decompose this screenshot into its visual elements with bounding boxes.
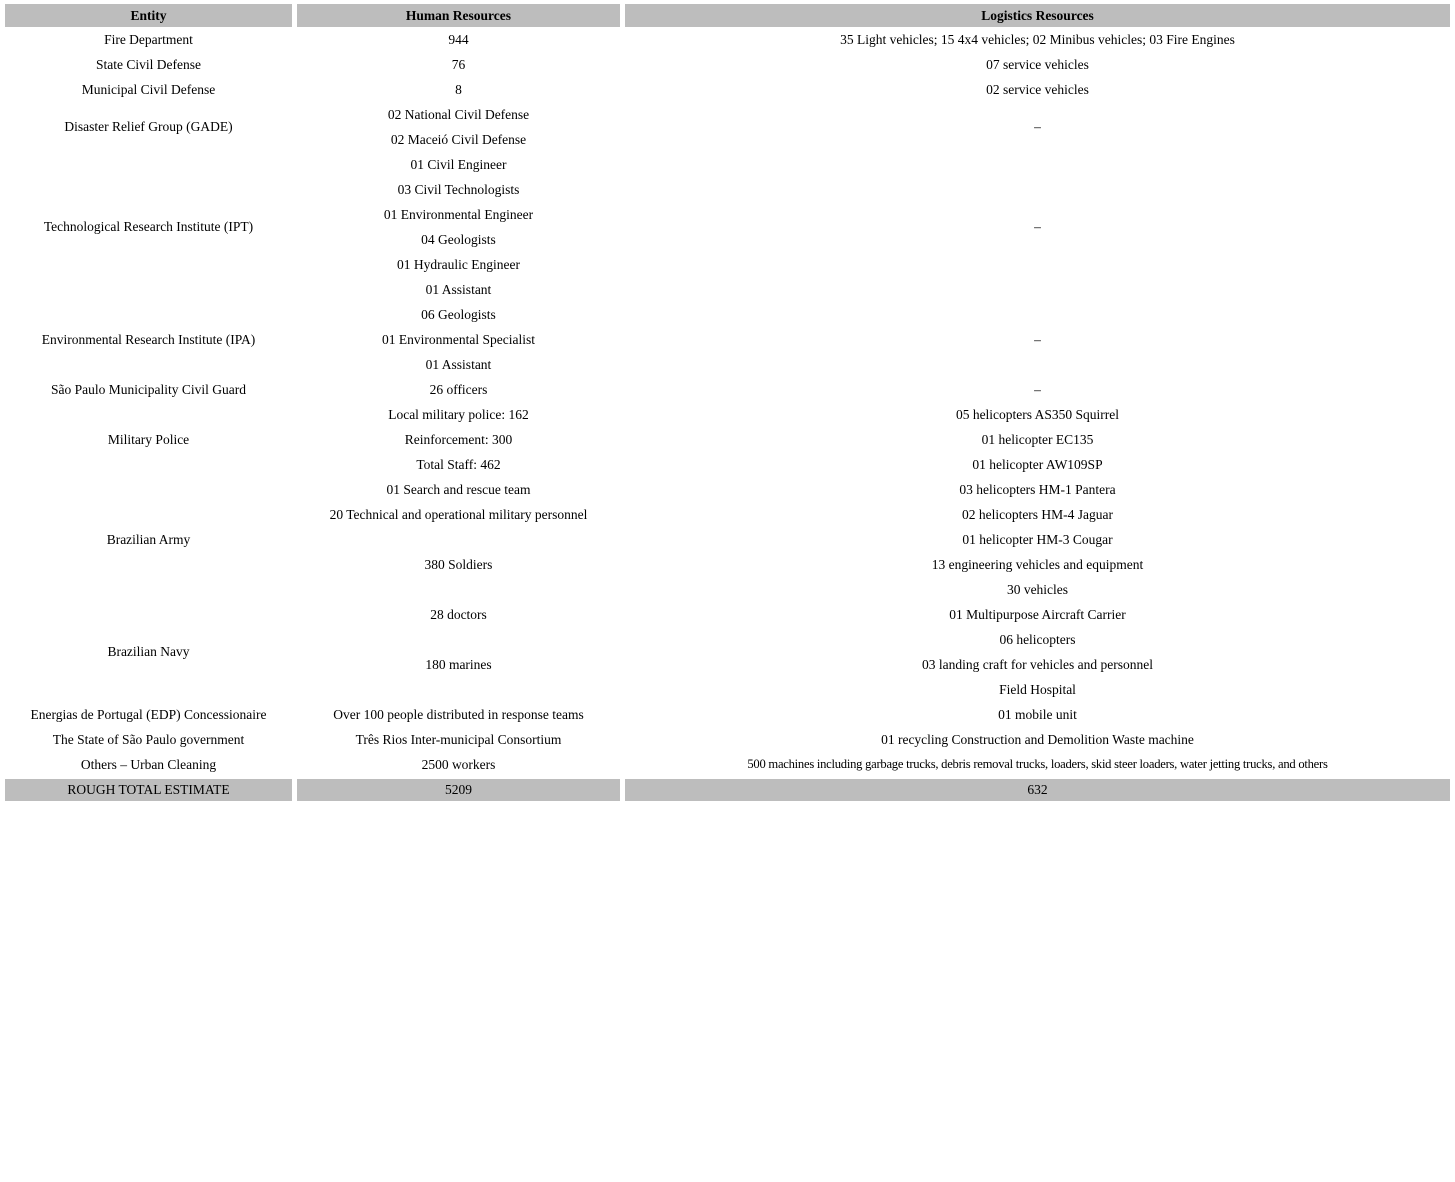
entity-cell: Technological Research Institute (IPT) xyxy=(5,152,292,302)
column-header-logistics-resources: Logistics Resources xyxy=(625,4,1450,27)
logistics-cell: 06 helicopters xyxy=(625,627,1450,652)
table-row xyxy=(5,52,1450,77)
logistics-cell: 01 mobile unit xyxy=(625,702,1450,727)
header-row xyxy=(5,4,1450,27)
human-resources-cell: Total Staff: 462 xyxy=(297,452,620,477)
logistics-cell: 01 helicopter EC135 xyxy=(625,427,1450,452)
logistics-cell: 13 engineering vehicles and equipment xyxy=(625,552,1450,577)
column-header-human-resources: Human Resources xyxy=(297,4,620,27)
logistics-cell: 01 Multipurpose Aircraft Carrier xyxy=(625,602,1450,627)
human-resources-cell: Três Rios Inter-municipal Consortium xyxy=(297,727,620,752)
logistics-cell: 01 helicopter AW109SP xyxy=(625,452,1450,477)
logistics-cell: 03 helicopters HM-1 Pantera xyxy=(625,477,1450,502)
human-resources-cell: Reinforcement: 300 xyxy=(297,427,620,452)
human-resources-cell: 8 xyxy=(297,77,620,102)
total-entity-cell: ROUGH TOTAL ESTIMATE xyxy=(5,777,292,801)
table-row xyxy=(5,377,1450,402)
entity-cell: Brazilian Army xyxy=(5,477,292,602)
total-logistics-cell: 632 xyxy=(625,777,1450,801)
human-resources-cell: 01 Search and rescue team xyxy=(297,477,620,502)
table-body xyxy=(5,27,1450,777)
logistics-cell: 03 landing craft for vehicles and personnel xyxy=(625,652,1450,677)
column-header-entity: Entity xyxy=(5,4,292,27)
logistics-cell: 02 service vehicles xyxy=(625,77,1450,102)
human-resources-cell: 76 xyxy=(297,52,620,77)
human-resources-cell xyxy=(297,527,620,552)
human-resources-cell: 02 Maceió Civil Defense xyxy=(297,127,620,152)
logistics-cell: 500 machines including garbage trucks, debris removal trucks, loaders, skid steer loaders, water jetting trucks, and others xyxy=(625,752,1450,777)
human-resources-cell: 180 marines xyxy=(297,652,620,677)
logistics-cell: 30 vehicles xyxy=(625,577,1450,602)
table-footer xyxy=(5,777,1450,801)
logistics-cell: 02 helicopters HM-4 Jaguar xyxy=(625,502,1450,527)
logistics-cell: – xyxy=(625,377,1450,402)
entity-cell: Others – Urban Cleaning xyxy=(5,752,292,777)
human-resources-cell: 01 Assistant xyxy=(297,352,620,377)
entity-cell: Brazilian Navy xyxy=(5,602,292,702)
human-resources-cell: 04 Geologists xyxy=(297,227,620,252)
human-resources-cell: Local military police: 162 xyxy=(297,402,620,427)
table-header xyxy=(5,4,1450,27)
human-resources-cell xyxy=(297,627,620,652)
logistics-cell: 05 helicopters AS350 Squirrel xyxy=(625,402,1450,427)
logistics-cell: 35 Light vehicles; 15 4x4 vehicles; 02 Minibus vehicles; 03 Fire Engines xyxy=(625,27,1450,52)
human-resources-cell: 01 Environmental Specialist xyxy=(297,327,620,352)
human-resources-cell: 380 Soldiers xyxy=(297,552,620,577)
human-resources-cell: 2500 workers xyxy=(297,752,620,777)
table-row xyxy=(5,402,1450,427)
human-resources-cell: 01 Environmental Engineer xyxy=(297,202,620,227)
logistics-cell: 01 recycling Construction and Demolition Waste machine xyxy=(625,727,1450,752)
human-resources-cell: 03 Civil Technologists xyxy=(297,177,620,202)
logistics-cell: 07 service vehicles xyxy=(625,52,1450,77)
human-resources-cell: Over 100 people distributed in response teams xyxy=(297,702,620,727)
table-row xyxy=(5,77,1450,102)
human-resources-cell xyxy=(297,677,620,702)
human-resources-cell: 02 National Civil Defense xyxy=(297,102,620,127)
entity-cell: Energias de Portugal (EDP) Concessionaire xyxy=(5,702,292,727)
logistics-cell: – xyxy=(625,302,1450,377)
human-resources-cell: 28 doctors xyxy=(297,602,620,627)
logistics-cell: – xyxy=(625,152,1450,302)
total-row xyxy=(5,777,1450,801)
table-row xyxy=(5,152,1450,177)
table-row xyxy=(5,602,1450,627)
logistics-cell: Field Hospital xyxy=(625,677,1450,702)
human-resources-cell xyxy=(297,577,620,602)
human-resources-cell: 01 Hydraulic Engineer xyxy=(297,252,620,277)
human-resources-cell: 01 Civil Engineer xyxy=(297,152,620,177)
table-row xyxy=(5,752,1450,777)
entity-cell: Military Police xyxy=(5,402,292,477)
entity-cell: Environmental Research Institute (IPA) xyxy=(5,302,292,377)
entity-cell: Municipal Civil Defense xyxy=(5,77,292,102)
entity-cell: São Paulo Municipality Civil Guard xyxy=(5,377,292,402)
table-row xyxy=(5,477,1450,502)
human-resources-cell: 01 Assistant xyxy=(297,277,620,302)
resources-table xyxy=(0,4,1455,801)
human-resources-cell: 944 xyxy=(297,27,620,52)
human-resources-cell: 06 Geologists xyxy=(297,302,620,327)
human-resources-cell: 26 officers xyxy=(297,377,620,402)
entity-cell: State Civil Defense xyxy=(5,52,292,77)
entity-cell: Fire Department xyxy=(5,27,292,52)
human-resources-cell: 20 Technical and operational military personnel xyxy=(297,502,620,527)
logistics-cell: – xyxy=(625,102,1450,152)
entity-cell: The State of São Paulo government xyxy=(5,727,292,752)
table-row xyxy=(5,727,1450,752)
table-row xyxy=(5,102,1450,127)
total-human-resources-cell: 5209 xyxy=(297,777,620,801)
table-row xyxy=(5,702,1450,727)
entity-cell: Disaster Relief Group (GADE) xyxy=(5,102,292,152)
table-row xyxy=(5,27,1450,52)
logistics-cell: 01 helicopter HM-3 Cougar xyxy=(625,527,1450,552)
table-row xyxy=(5,302,1450,327)
